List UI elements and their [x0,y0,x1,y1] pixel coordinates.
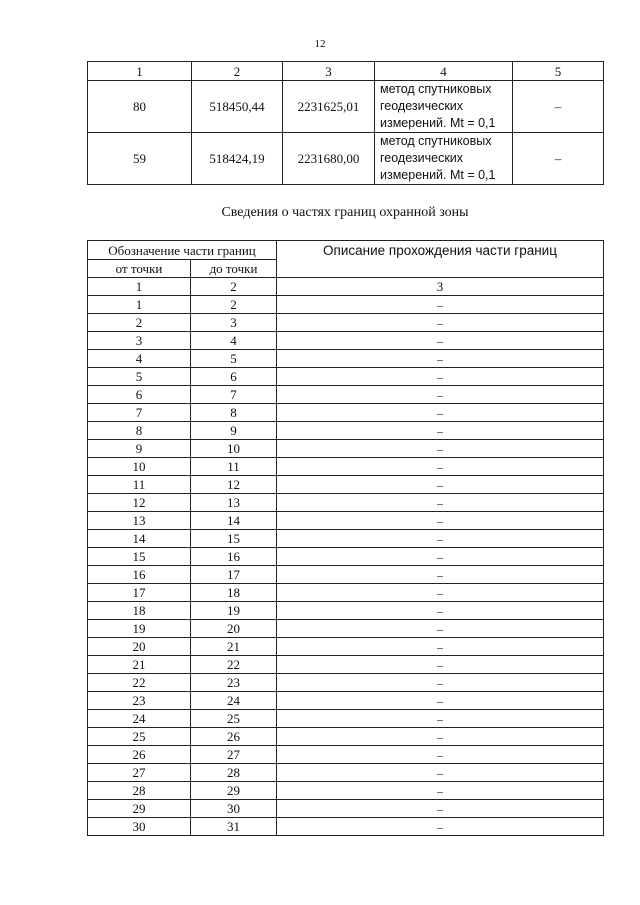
coord-col-2-header: 2 [192,62,283,81]
table-row [88,818,604,836]
from-point: 29 [88,800,191,818]
from-point: 15 [88,548,191,566]
to-point: 31 [191,818,277,836]
column-number: 3 [277,278,604,296]
coord-col-4-header: 4 [375,62,513,81]
description: – [277,314,604,332]
from-point: 21 [88,656,191,674]
description: – [277,710,604,728]
to-point: 2 [191,296,277,314]
from-point: 5 [88,368,191,386]
table-row [88,638,604,656]
description: – [277,638,604,656]
to-point: 15 [191,530,277,548]
method-line: метод спутниковых [380,82,492,96]
description: – [277,368,604,386]
description: – [277,530,604,548]
description: – [277,548,604,566]
to-point: 6 [191,368,277,386]
to-point: 12 [191,476,277,494]
description: – [277,512,604,530]
to-point: 11 [191,458,277,476]
from-point: 26 [88,746,191,764]
to-point: 30 [191,800,277,818]
to-point: 25 [191,710,277,728]
method-line: геодезических [380,99,464,113]
to-point: 4 [191,332,277,350]
coord-x: 518424,19 [192,133,283,185]
table-row [88,746,604,764]
description: – [277,692,604,710]
point-number: 59 [88,133,192,185]
table-row [88,386,604,404]
description: – [277,458,604,476]
description: – [277,476,604,494]
coord-header-row [88,62,604,81]
table-row [88,458,604,476]
to-point: 27 [191,746,277,764]
to-point: 13 [191,494,277,512]
from-point: 6 [88,386,191,404]
description: – [277,422,604,440]
from-point: 10 [88,458,191,476]
description: – [277,404,604,422]
table-row [88,350,604,368]
from-point: 12 [88,494,191,512]
section-title: Сведения о частях границ охранной зоны [221,205,469,220]
from-point: 27 [88,764,191,782]
from-point: 13 [88,512,191,530]
table-row [88,512,604,530]
description: – [277,296,604,314]
coord-x: 518450,44 [192,81,283,133]
to-point: 24 [191,692,277,710]
from-point: 4 [88,350,191,368]
from-point: 2 [88,314,191,332]
from-point: 24 [88,710,191,728]
to-point-header: до точки [191,260,277,278]
coordinates-table [87,61,604,185]
to-point: 22 [191,656,277,674]
table-row [88,782,604,800]
description: – [277,440,604,458]
to-point: 28 [191,764,277,782]
to-point: 26 [191,728,277,746]
description: – [277,350,604,368]
description: – [277,602,604,620]
table-row [88,81,604,133]
to-point: 17 [191,566,277,584]
method-line: метод спутниковых [380,134,492,148]
description: – [277,566,604,584]
column-number-row [88,278,604,296]
table-row [88,800,604,818]
to-point: 7 [191,386,277,404]
from-point: 1 [88,296,191,314]
from-point: 9 [88,440,191,458]
to-point: 20 [191,620,277,638]
description: – [277,674,604,692]
from-point: 28 [88,782,191,800]
boundary-designation-header: Обозначение части границ [88,241,277,260]
page-number: 12 [314,38,326,50]
table-row [88,332,604,350]
from-point: 20 [88,638,191,656]
coord-col-1-header: 1 [88,62,192,81]
to-point: 14 [191,512,277,530]
description: – [277,386,604,404]
table-row [88,584,604,602]
table-row [88,404,604,422]
note-cell: – [513,133,604,185]
table-row [88,602,604,620]
method-line: измерений. Mt = 0,1 [380,168,496,182]
description: – [277,800,604,818]
table-row [88,494,604,512]
from-point: 19 [88,620,191,638]
to-point: 3 [191,314,277,332]
method-line: геодезических [380,151,464,165]
coord-col-3-header: 3 [283,62,375,81]
point-number: 80 [88,81,192,133]
to-point: 5 [191,350,277,368]
from-point: 3 [88,332,191,350]
to-point: 18 [191,584,277,602]
table-row [88,710,604,728]
table-row [88,314,604,332]
from-point: 14 [88,530,191,548]
from-point: 16 [88,566,191,584]
description: – [277,782,604,800]
to-point: 29 [191,782,277,800]
from-point: 18 [88,602,191,620]
table-row [88,566,604,584]
table-row [88,548,604,566]
coord-y: 2231680,00 [283,133,375,185]
from-point: 7 [88,404,191,422]
description: – [277,764,604,782]
description-header: Описание прохождения части границ [277,241,604,278]
table-row [88,476,604,494]
table-row [88,440,604,458]
table-row [88,296,604,314]
from-point: 23 [88,692,191,710]
table-row [88,692,604,710]
table-row [88,656,604,674]
from-point: 8 [88,422,191,440]
method-cell [375,133,513,185]
description: – [277,494,604,512]
description: – [277,656,604,674]
note-cell: – [513,81,604,133]
table-row [88,764,604,782]
from-point: 30 [88,818,191,836]
from-point: 11 [88,476,191,494]
description: – [277,728,604,746]
to-point: 19 [191,602,277,620]
table-row [88,674,604,692]
parts-header-row [88,241,604,260]
column-number: 2 [191,278,277,296]
boundary-parts-table [87,240,604,836]
description: – [277,584,604,602]
coord-y: 2231625,01 [283,81,375,133]
description: – [277,746,604,764]
from-point-header: от точки [88,260,191,278]
to-point: 16 [191,548,277,566]
table-row [88,368,604,386]
to-point: 21 [191,638,277,656]
from-point: 22 [88,674,191,692]
from-point: 25 [88,728,191,746]
coord-col-5-header: 5 [513,62,604,81]
description: – [277,332,604,350]
table-row [88,728,604,746]
method-cell [375,81,513,133]
table-row [88,620,604,638]
table-row [88,133,604,185]
column-number: 1 [88,278,191,296]
table-row [88,422,604,440]
description: – [277,620,604,638]
to-point: 8 [191,404,277,422]
table-row [88,530,604,548]
to-point: 23 [191,674,277,692]
to-point: 10 [191,440,277,458]
to-point: 9 [191,422,277,440]
from-point: 17 [88,584,191,602]
description: – [277,818,604,836]
method-line: измерений. Mt = 0,1 [380,116,496,130]
